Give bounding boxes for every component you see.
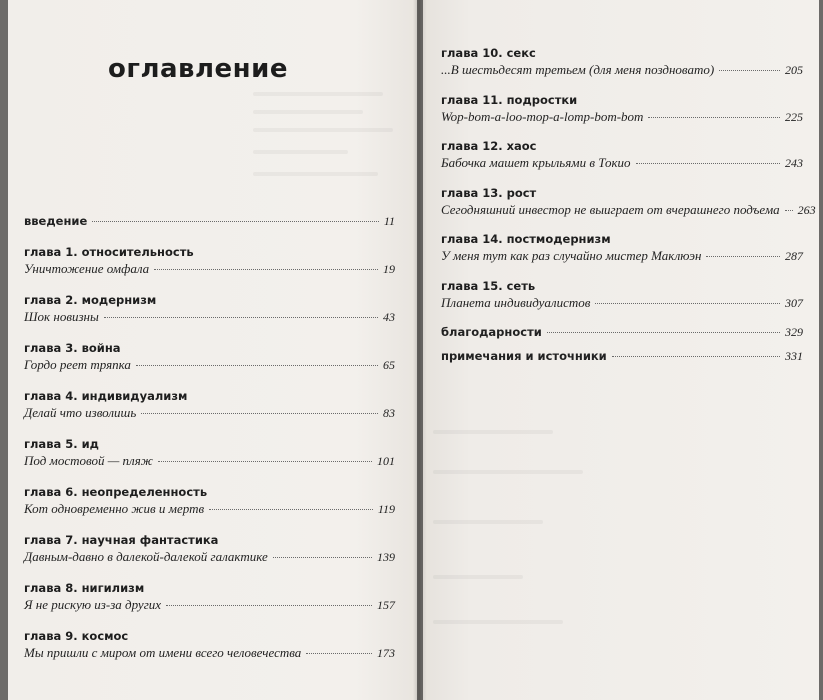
toc-entry[interactable] [24,580,395,628]
chapter-label: глава 5. ид [24,437,99,451]
chapter-subtitle: У меня тут как раз случайно мистер Маклюэн [441,248,702,263]
dot-leader [136,365,378,366]
dot-leader [636,163,780,164]
toc-entry[interactable] [24,244,395,292]
chapter-subtitle: Давным-давно в далекой-далекой галактике [24,549,268,564]
toc-line [441,294,803,311]
dot-leader [166,605,372,606]
page-number: 173 [377,646,395,660]
toc-line [24,500,395,518]
page-number: 19 [383,262,395,276]
toc-entry[interactable] [441,92,803,139]
chapter-subtitle: Кот одновременно жив и мертв [24,501,205,516]
chapter-subtitle: Под мостовой — пляж [24,453,153,468]
toc-line [24,548,395,566]
toc-line [441,247,803,264]
chapter-label: глава 15. сеть [441,278,536,293]
toc-entry[interactable] [441,45,803,92]
chapter-subtitle: Гордо реет тряпка [24,357,131,372]
page-number: 157 [377,598,395,612]
toc-line [24,260,395,278]
dot-leader [547,332,780,333]
chapter-subtitle: Делай что изволишь [24,405,137,420]
page-number: 205 [785,63,803,77]
toc-line [24,404,395,422]
dot-leader [273,557,372,558]
chapter-subtitle: Уничтожение омфала [24,261,150,276]
dot-leader [595,303,780,304]
page-number: 329 [785,325,803,339]
toc-entry[interactable] [24,292,395,340]
toc-list-right [441,45,816,372]
chapter-label: глава 4. индивидуализм [24,389,188,403]
toc-entry[interactable] [441,324,803,348]
section-label: примечания и источники [441,349,607,363]
toc-entry[interactable] [24,436,395,484]
toc-line [441,324,803,341]
dot-leader [104,317,378,318]
dot-leader [158,461,372,462]
toc-line [441,348,803,365]
page-number: 11 [383,214,395,228]
toc-entry[interactable] [441,348,803,372]
chapter-label: глава 13. рост [441,185,537,200]
chapter-subtitle: ...В шестьдесят третьем (для меня поздновато) [441,62,715,77]
toc-list-left [24,212,395,676]
chapter-label: глава 11. подростки [441,92,578,107]
chapter-label: глава 7. научная фантастика [24,533,219,547]
chapter-subtitle: Wop-bom-a-loo-mop-a-lomp-bom-bom [441,108,644,124]
chapter-label: глава 2. модернизм [24,293,157,307]
toc-entry[interactable] [441,231,803,278]
toc-entry[interactable] [24,388,395,436]
page-number: 65 [383,358,395,372]
toc-entry[interactable] [24,532,395,580]
page-number: 331 [785,349,803,363]
toc-line [24,308,395,326]
chapter-label: глава 12. хаос [441,139,537,153]
page-number: 225 [785,109,803,124]
dot-leader [612,356,780,357]
dot-leader [719,70,780,71]
chapter-label: глава 10. секс [441,46,536,60]
page-number: 119 [377,502,395,516]
dot-leader [154,269,378,270]
toc-entry[interactable] [441,138,803,185]
toc-line [441,108,803,125]
page-number: 43 [383,310,395,324]
page-number: 263 [797,202,816,217]
chapter-subtitle: Бабочка машет крыльями в Токио [441,155,631,170]
page-number: 307 [785,295,803,310]
right-page [423,0,819,700]
chapter-label: глава 14. постмодернизм [441,232,611,246]
toc-line [441,154,803,171]
chapter-label: глава 3. война [24,341,121,355]
chapter-subtitle: Мы пришли с миром от имени всего человечества [24,645,302,660]
left-page [8,0,417,700]
toc-line [24,356,395,374]
page-number: 83 [383,406,395,420]
toc-line [24,596,395,614]
dot-leader [785,210,793,211]
page-number: 287 [785,249,803,263]
page-number: 243 [785,156,803,170]
toc-entry[interactable] [24,484,395,532]
toc-line [24,644,395,662]
section-label: введение [24,214,88,228]
chapter-label: глава 8. нигилизм [24,581,145,595]
chapter-subtitle: Шок новизны [24,309,99,324]
dot-leader [141,413,378,414]
toc-line [441,61,803,78]
toc-title: оглавление [108,54,288,84]
toc-entry[interactable] [24,212,395,244]
dot-leader [209,509,373,510]
section-label: благодарности [441,325,542,339]
chapter-label: глава 6. неопределенность [24,485,208,499]
page-number: 101 [377,454,395,468]
chapter-subtitle: Планета индивидуалистов [441,294,591,310]
toc-entry[interactable] [24,628,395,676]
chapter-subtitle: Я не рискую из-за других [24,597,162,612]
dot-leader [92,221,379,222]
toc-entry[interactable] [24,340,395,388]
chapter-label: глава 1. относительность [24,245,194,259]
toc-line [24,212,395,230]
toc-entry[interactable] [441,185,816,232]
dot-leader [648,117,780,118]
toc-line [24,452,395,470]
book-gutter [413,0,427,700]
dot-leader [706,256,780,257]
dot-leader [306,653,372,654]
chapter-label: глава 9. космос [24,629,129,643]
toc-line [441,201,816,218]
page-number: 139 [377,550,395,564]
toc-entry[interactable] [441,278,803,325]
chapter-subtitle: Сегодняшний инвестор не выиграет от вчерашнего подъема [441,201,780,217]
